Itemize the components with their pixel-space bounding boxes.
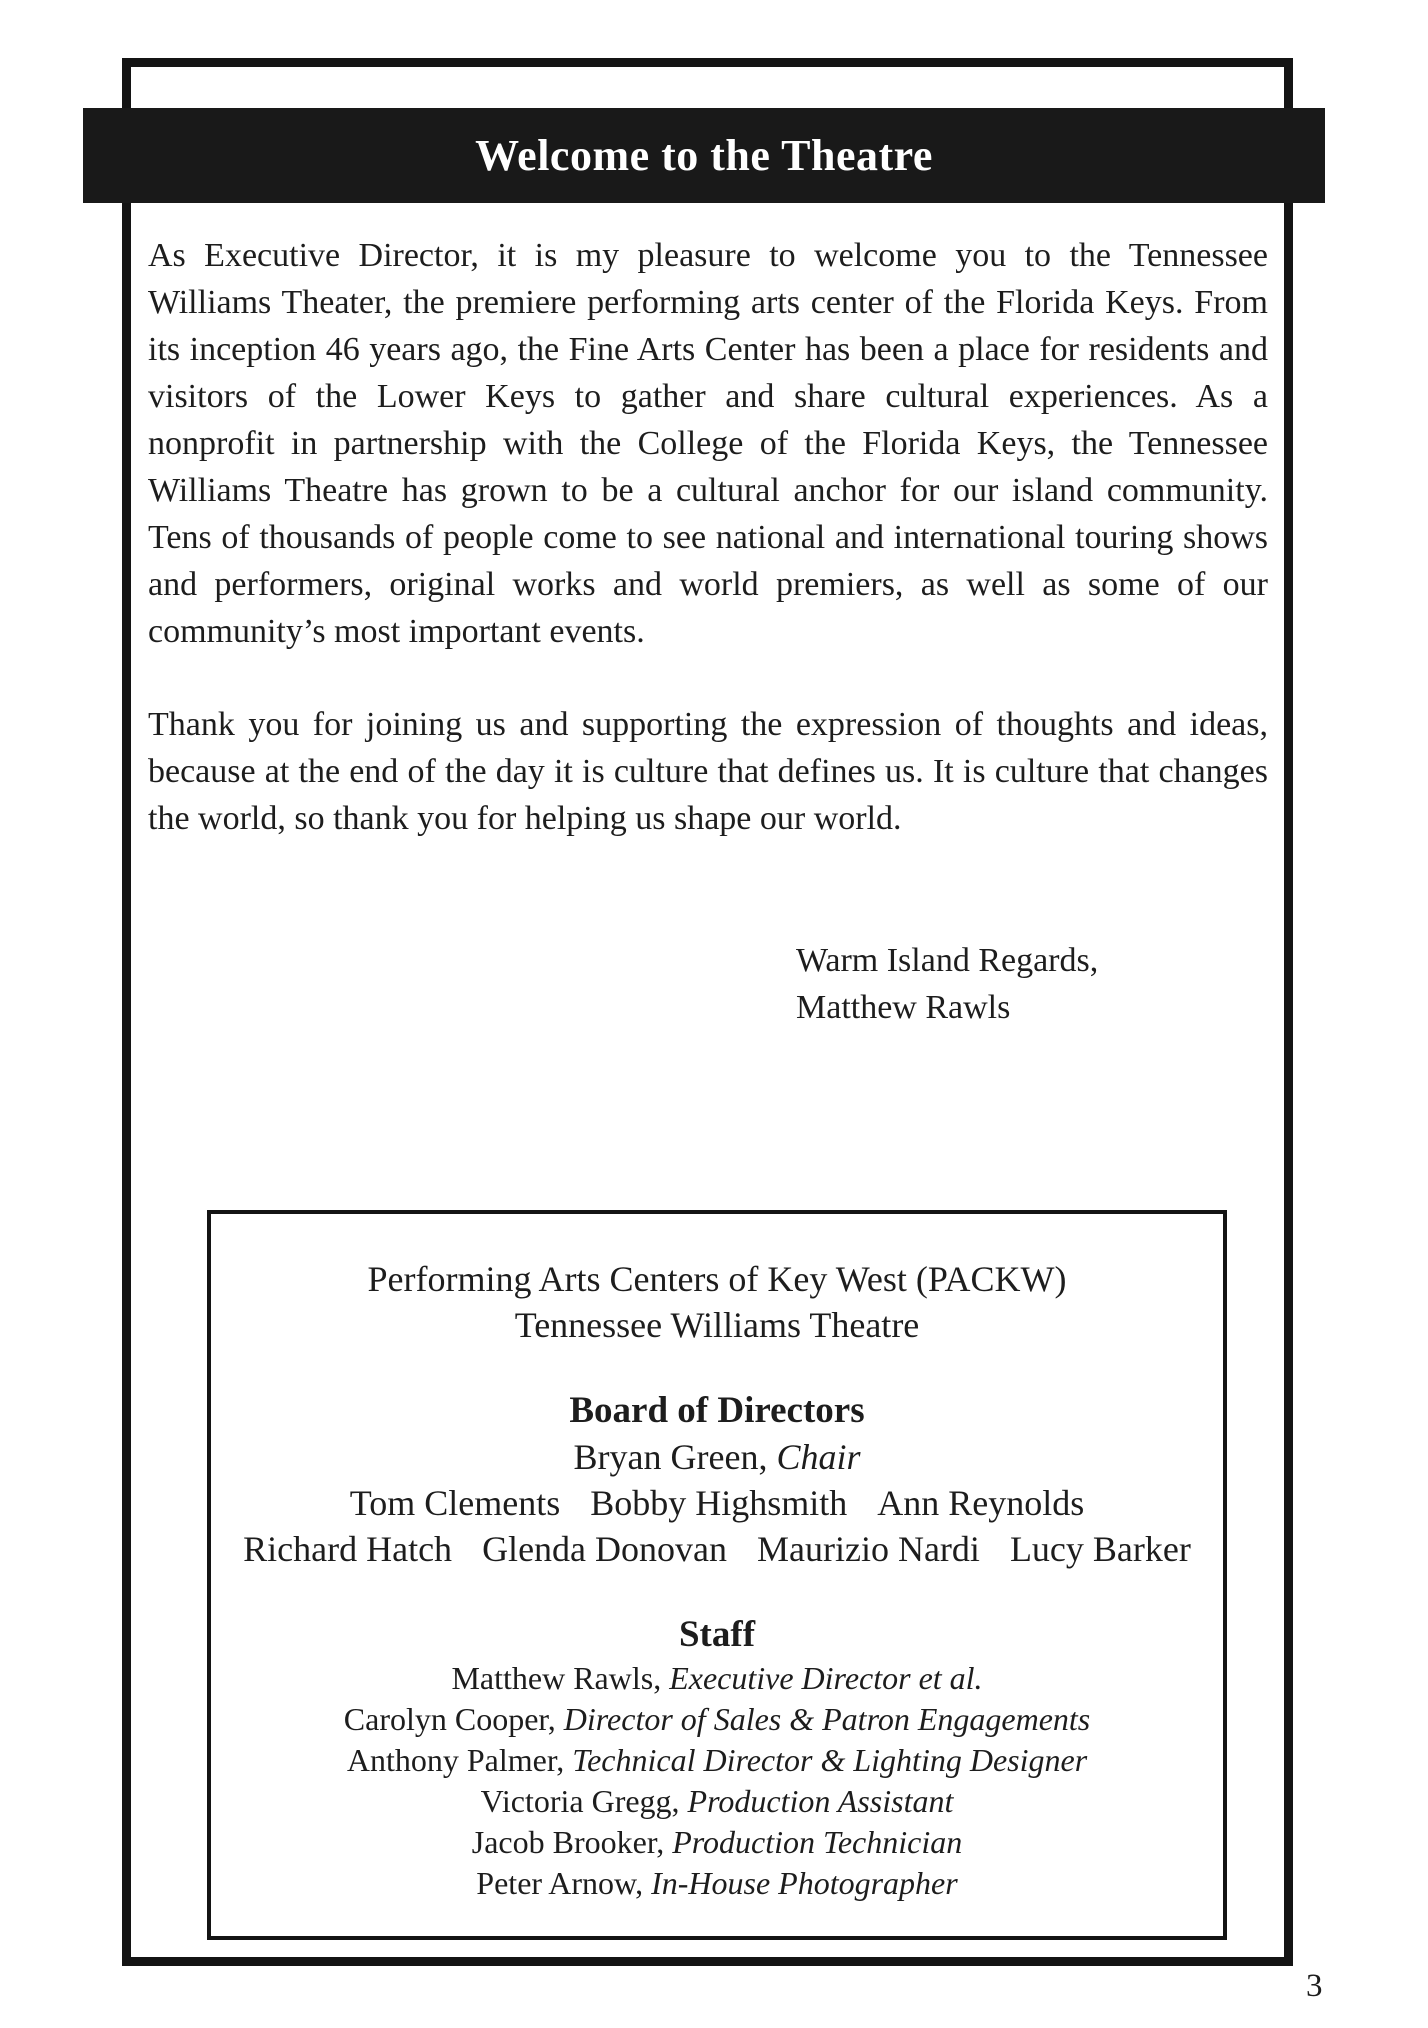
letter-paragraph-1: As Executive Director, it is my pleasure to welcome you to the Tennessee Williams Theater, the premiere performing arts center of the Florida Keys. From its inception 46 years ago, the Fine Arts Center has been a place for residents and visitors of the Lower Keys to gather and share cultural experiences. As a nonprofit in partnership with the College of the Florida Keys, the Tennessee Williams Theatre has grown to be a cultural anchor for our island community. Tens of thousands of people come to see national and international touring shows and performers, original works and world premiers, as well as some of our community’s most important events.	[148, 237, 1268, 650]
signoff-name: Matthew Rawls	[796, 989, 1011, 1026]
board-member-name: Tom Clements	[349, 1483, 561, 1523]
organization-info-box	[207, 1210, 1227, 1940]
board-chair-title: Chair	[776, 1437, 861, 1477]
staff-member-line	[211, 1658, 1223, 1699]
staff-member-name: Matthew Rawls,	[451, 1660, 670, 1696]
staff-member-title: Executive Director et al.	[669, 1660, 983, 1696]
page-number: 3	[1306, 1968, 1323, 2004]
board-member-name: Glenda Donovan	[482, 1529, 727, 1569]
board-chair-name: Bryan Green,	[573, 1437, 768, 1477]
staff-member-name: Jacob Brooker,	[471, 1824, 673, 1860]
staff-member-name: Victoria Gregg,	[480, 1783, 688, 1819]
staff-member-line	[211, 1822, 1223, 1863]
board-chair-line	[211, 1434, 1223, 1480]
signoff-valediction: Warm Island Regards,	[796, 942, 1099, 979]
staff-member-title: Director of Sales & Patron Engagements	[563, 1701, 1091, 1737]
staff-list	[211, 1658, 1223, 1904]
staff-member-line	[211, 1863, 1223, 1904]
letter-paragraph-2: Thank you for joining us and supporting the expression of thoughts and ideas, because at the end of the day it is culture that defines us. It is culture that changes the world, so thank you for helping us shape our world.	[148, 706, 1268, 837]
staff-member-name: Anthony Palmer,	[346, 1742, 573, 1778]
welcome-letter	[148, 232, 1268, 1031]
staff-member-title: In-House Photographer	[651, 1865, 958, 1901]
welcome-banner	[83, 108, 1325, 203]
staff-heading: Staff	[678, 1614, 756, 1655]
board-row-2	[211, 1526, 1223, 1572]
org-name-line-2: Tennessee Williams Theatre	[514, 1305, 920, 1345]
board-member-name: Maurizio Nardi	[757, 1529, 980, 1569]
board-heading: Board of Directors	[569, 1390, 865, 1431]
staff-member-title: Technical Director & Lighting Designer	[572, 1742, 1088, 1778]
org-name-line-1: Performing Arts Centers of Key West (PACKW)	[367, 1259, 1067, 1299]
board-member-name: Lucy Barker	[1009, 1529, 1191, 1569]
board-member-name: Richard Hatch	[243, 1529, 453, 1569]
staff-member-line	[211, 1699, 1223, 1740]
staff-member-name: Carolyn Cooper,	[343, 1701, 564, 1737]
board-member-name: Ann Reynolds	[877, 1483, 1085, 1523]
staff-member-name: Peter Arnow,	[476, 1865, 652, 1901]
staff-member-line	[211, 1781, 1223, 1822]
banner-title: Welcome to the Theatre	[475, 131, 933, 180]
staff-member-line	[211, 1740, 1223, 1781]
staff-member-title: Production Assistant	[687, 1783, 954, 1819]
board-member-name: Bobby Highsmith	[590, 1483, 848, 1523]
signoff	[148, 937, 1268, 1031]
staff-member-title: Production Technician	[672, 1824, 963, 1860]
board-row-1	[211, 1480, 1223, 1526]
